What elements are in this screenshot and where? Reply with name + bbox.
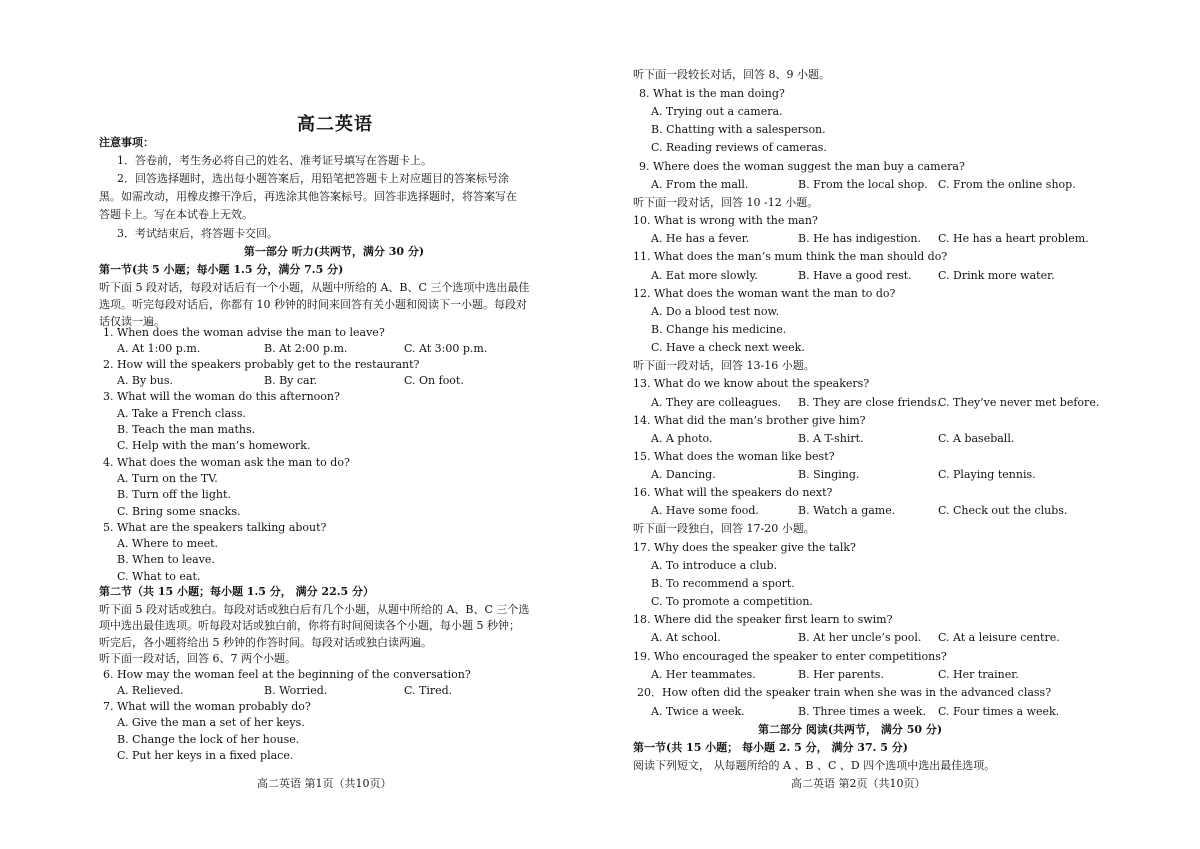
option-c: C. On foot. <box>404 374 464 387</box>
part2-section1-heading: 第一节(共 15 小题； 每小题 2. 5 分， 满分 37. 5 分) <box>633 741 908 754</box>
option-b: B. By car. <box>264 374 318 387</box>
option-c: C. Bring some snacks. <box>117 505 241 518</box>
section1-instruction: 听下面 5 段对话，每段对话后有一个小题，从题中所给的 A、B、C 三个选项中选出最佳 <box>99 281 530 294</box>
option-a: A. Take a French class. <box>117 407 246 420</box>
note-line: 答题卡上。写在本试卷上无效。 <box>99 208 253 221</box>
option-b: B. Change the lock of her house. <box>117 733 300 746</box>
question-stem: 10. What is wrong with the man? <box>633 214 818 227</box>
option-a: A. Give the man a set of her keys. <box>117 716 305 729</box>
option-a: A. Trying out a camera. <box>651 105 783 118</box>
question-stem: 2. How will the speakers probably get to the restaurant? <box>103 358 420 371</box>
question-stem: 5. What are the speakers talking about? <box>103 521 327 534</box>
option-b: B. From the local shop. <box>798 178 928 191</box>
option-b: B. To recommend a sport. <box>651 577 795 590</box>
option-a: A. Do a blood test now. <box>651 305 780 318</box>
option-c: C. He has a heart problem. <box>938 232 1089 245</box>
question-stem: 11. What does the man’s mum think the man should do? <box>633 250 948 263</box>
option-c: C. Playing tennis. <box>938 468 1036 481</box>
note-line: 黑。如需改动，用橡皮擦干净后，再选涂其他答案标号。回答非选择题时，将答案写在 <box>99 190 517 203</box>
option-b: B. When to leave. <box>117 553 215 566</box>
option-a: A. Where to meet. <box>117 537 219 550</box>
question-stem: 8. What is the man doing? <box>639 87 785 100</box>
option-c: C. At 3:00 p.m. <box>404 342 488 355</box>
option-b: B. Worried. <box>264 684 328 697</box>
dialogue-intro: 听下面一段对话，回答 13-16 小题。 <box>633 359 815 372</box>
option-c: C. Her trainer. <box>938 668 1019 681</box>
question-stem: 17. Why does the speaker give the talk? <box>633 541 856 554</box>
question-stem: 9. Where does the woman suggest the man buy a camera? <box>639 160 965 173</box>
option-a: A. At school. <box>651 631 721 644</box>
page-footer: 高二英语 第2页（共10页） <box>791 777 926 790</box>
option-a: A. A photo. <box>651 432 713 445</box>
notes-heading: 注意事项： <box>99 136 154 149</box>
part2-section1-instruction: 阅读下列短文， 从每题所给的 A 、B 、C 、D 四个选项中选出最佳选项。 <box>633 759 996 772</box>
question-stem: 15. What does the woman like best? <box>633 450 835 463</box>
part1-heading: 第一部分 听力(共两节，满分 30 分) <box>243 245 425 258</box>
section2-heading: 第二节（共 15 小题；每小题 1.5 分， 满分 22.5 分） <box>99 585 375 598</box>
dialogue-intro: 听下面一段对话，回答 10 -12 小题。 <box>633 196 819 209</box>
option-a: A. They are colleagues. <box>651 396 782 409</box>
option-c: C. Put her keys in a fixed place. <box>117 749 294 762</box>
option-b: B. A T-shirt. <box>798 432 864 445</box>
section2-instruction: 听完后，各小题将给出 5 秒钟的作答时间。每段对话或独白读两遍。 <box>99 636 432 649</box>
option-c: C. Four times a week. <box>938 705 1060 718</box>
option-a: A. Turn on the TV. <box>117 472 218 485</box>
option-a: A. At 1:00 p.m. <box>117 342 201 355</box>
option-c: C. Tired. <box>404 684 453 697</box>
option-b: B. Her parents. <box>798 668 884 681</box>
option-c: C. Have a check next week. <box>651 341 805 354</box>
question-stem: 16. What will the speakers do next? <box>633 486 833 499</box>
question-stem: 3. What will the woman do this afternoon? <box>103 390 340 403</box>
option-a: A. By bus. <box>117 374 173 387</box>
question-stem: 13. What do we know about the speakers? <box>633 377 870 390</box>
question-stem: 14. What did the man’s brother give him? <box>633 414 866 427</box>
option-b: B. They are close friends. <box>798 396 941 409</box>
option-b: B. Singing. <box>798 468 860 481</box>
option-a: A. From the mall. <box>651 178 749 191</box>
note-line: 1．答卷前，考生务必将自己的姓名、准考证号填写在答题卡上。 <box>117 154 432 167</box>
option-a: A. Her teammates. <box>651 668 756 681</box>
option-b: B. Have a good rest. <box>798 269 912 282</box>
question-stem: 19. Who encouraged the speaker to enter competitions? <box>633 650 947 663</box>
option-b: B. Teach the man maths. <box>117 423 256 436</box>
option-c: C. A baseball. <box>938 432 1015 445</box>
dialogue-intro: 听下面一段较长对话，回答 8、9 小题。 <box>633 68 830 81</box>
note-line: 2．回答选择题时，选出每小题答案后，用铅笔把答题卡上对应题目的答案标号涂 <box>117 172 509 185</box>
option-b: B. Change his medicine. <box>651 323 787 336</box>
option-b: B. He has indigestion. <box>798 232 921 245</box>
option-b: B. At 2:00 p.m. <box>264 342 348 355</box>
question-stem: 7. What will the woman probably do? <box>103 700 311 713</box>
option-a: A. Dancing. <box>651 468 716 481</box>
option-c: C. From the online shop. <box>938 178 1076 191</box>
section1-heading: 第一节(共 5 小题；每小题 1.5 分，满分 7.5 分) <box>99 263 344 276</box>
section2-instruction: 听下面 5 段对话或独白。每段对话或独白后有几个小题，从题中所给的 A、B、C 三个选 <box>99 603 530 616</box>
note-line: 3．考试结束后，将答题卡交回。 <box>117 227 278 240</box>
question-stem: 1. When does the woman advise the man to leave? <box>103 326 385 339</box>
exam-title: 高二英语 <box>297 114 373 135</box>
option-c: C. At a leisure centre. <box>938 631 1060 644</box>
option-c: C. To promote a competition. <box>651 595 813 608</box>
question-stem: 18. Where did the speaker first learn to swim? <box>633 613 893 626</box>
option-c: C. Help with the man’s homework. <box>117 439 311 452</box>
option-a: A. He has a fever. <box>651 232 750 245</box>
question-stem: 6. How may the woman feel at the beginning of the conversation? <box>103 668 471 681</box>
section2-instruction: 项中选出最佳选项。听每段对话或独白前，你将有时间阅读各个小题，每小题 5 秒钟； <box>99 619 520 632</box>
part2-heading: 第二部分 阅读(共两节， 满分 50 分) <box>758 723 943 736</box>
option-b: B. Three times a week. <box>798 705 926 718</box>
option-a: A. To introduce a club. <box>651 559 778 572</box>
option-a: A. Twice a week. <box>651 705 745 718</box>
question-stem: 12. What does the woman want the man to do? <box>633 287 896 300</box>
question-stem: 4. What does the woman ask the man to do? <box>103 456 350 469</box>
option-c: C. Drink more water. <box>938 269 1055 282</box>
option-b: B. Chatting with a salesperson. <box>651 123 826 136</box>
option-a: A. Eat more slowly. <box>651 269 758 282</box>
section1-instruction: 话仅读一遍。 <box>99 315 165 328</box>
option-c: C. Check out the clubs. <box>938 504 1068 517</box>
option-c: C. They’ve never met before. <box>938 396 1100 409</box>
option-a: A. Relieved. <box>117 684 184 697</box>
dialogue-intro: 听下面一段对话，回答 6、7 两个小题。 <box>99 652 296 665</box>
option-c: C. What to eat. <box>117 570 201 583</box>
monologue-intro: 听下面一段独白，回答 17-20 小题。 <box>633 522 815 535</box>
page-footer: 高二英语 第1页（共10页） <box>257 777 392 790</box>
option-b: B. Turn off the light. <box>117 488 231 501</box>
question-stem: 20．How often did the speaker train when she was in the advanced class? <box>637 686 1052 699</box>
option-a: A. Have some food. <box>651 504 759 517</box>
option-b: B. At her uncle’s pool. <box>798 631 922 644</box>
section1-instruction: 选项。听完每段对话后，你都有 10 秒钟的时间来回答有关小题和阅读下一小题。每段对 <box>99 298 527 311</box>
option-c: C. Reading reviews of cameras. <box>651 141 827 154</box>
option-b: B. Watch a game. <box>798 504 896 517</box>
